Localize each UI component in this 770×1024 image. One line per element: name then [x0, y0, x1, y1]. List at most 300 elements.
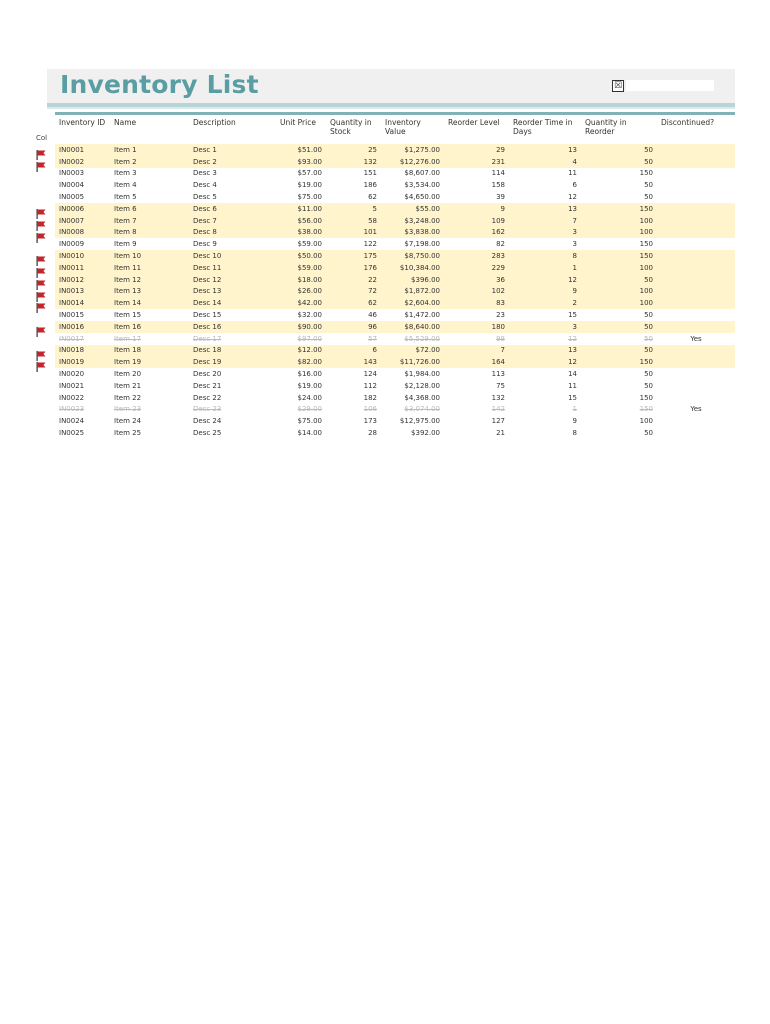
cell-discontinued[interactable] [657, 262, 735, 274]
cell-discontinued[interactable] [657, 274, 735, 286]
cell-name[interactable]: Item 21 [114, 381, 142, 390]
cell-inventory-id[interactable]: IN0024 [59, 417, 85, 426]
cell-quantity-in-stock[interactable]: 96 [326, 321, 381, 333]
cell-description[interactable]: Desc 9 [193, 240, 217, 249]
cell-quantity-in-stock[interactable]: 122 [363, 240, 377, 249]
cell-reorder-time[interactable]: 14 [568, 370, 577, 379]
cell-inventory-id[interactable]: IN0003 [59, 169, 85, 178]
cell-discontinued[interactable] [657, 215, 735, 227]
cell-inventory-id[interactable]: IN0007 [55, 215, 110, 227]
cell-inventory-id[interactable]: IN0009 [59, 240, 85, 249]
cell-name[interactable]: Item 7 [110, 215, 189, 227]
cell-reorder-level[interactable]: 162 [444, 227, 509, 239]
cell-name[interactable]: Item 8 [110, 227, 189, 239]
table-row[interactable] [55, 297, 735, 309]
flag-icon [36, 145, 46, 155]
cell-discontinued[interactable] [657, 179, 735, 191]
cell-name[interactable]: Item 22 [114, 393, 142, 402]
cell-quantity-in-reorder[interactable]: 50 [644, 334, 653, 343]
cell-quantity-in-reorder[interactable]: 50 [644, 381, 653, 390]
cell-reorder-level[interactable]: 229 [444, 262, 509, 274]
flag-icon [36, 251, 46, 261]
cell-discontinued[interactable] [657, 321, 735, 333]
cell-discontinued[interactable] [657, 345, 735, 357]
cell-reorder-time[interactable]: 11 [568, 169, 577, 178]
cell-description[interactable]: Desc 8 [189, 227, 276, 239]
cell-reorder-time[interactable]: 15 [568, 393, 577, 402]
cell-inventory-value[interactable]: $7,198.00 [404, 240, 440, 249]
cell-description[interactable]: Desc 5 [193, 193, 217, 202]
cell-inventory-id[interactable]: IN0019 [55, 356, 110, 368]
cell-description[interactable]: Desc 11 [189, 262, 276, 274]
cell-reorder-time[interactable]: 1 [572, 405, 577, 414]
cell-reorder-level[interactable]: 7 [444, 345, 509, 357]
cell-name[interactable]: Item 15 [114, 311, 142, 320]
cell-unit-price[interactable]: $90.00 [276, 321, 326, 333]
cell-reorder-level[interactable]: 114 [491, 169, 505, 178]
cell-unit-price[interactable]: $18.00 [276, 274, 326, 286]
cell-name[interactable]: Item 14 [110, 297, 189, 309]
cell-inventory-id[interactable]: IN0010 [55, 250, 110, 262]
cell-quantity-in-stock[interactable]: 173 [363, 417, 377, 426]
flag-icon [36, 216, 46, 226]
flag-icon [36, 287, 46, 297]
cell-discontinued[interactable] [657, 227, 735, 239]
cell-unit-price[interactable]: $38.00 [276, 227, 326, 239]
cell-description[interactable]: Desc 24 [193, 417, 222, 426]
cell-reorder-time[interactable]: 9 [572, 417, 577, 426]
table-row[interactable] [55, 404, 735, 416]
cell-quantity-in-reorder[interactable]: 50 [581, 144, 657, 156]
cell-inventory-value[interactable]: $12,975.00 [399, 417, 440, 426]
cell-discontinued[interactable] [657, 250, 735, 262]
cell-quantity-in-stock[interactable]: 112 [363, 381, 377, 390]
table-row[interactable] [55, 238, 735, 250]
filter-checkbox[interactable]: ☒ [613, 81, 623, 91]
table-row[interactable] [55, 427, 735, 439]
cell-unit-price[interactable]: $32.00 [297, 311, 322, 320]
flag-column-label: Col [36, 134, 48, 142]
table-row[interactable] [55, 203, 735, 215]
cell-description[interactable]: Desc 4 [193, 181, 217, 190]
flag-icon [36, 263, 46, 273]
cell-unit-price[interactable]: $56.00 [276, 215, 326, 227]
cell-discontinued[interactable] [657, 238, 735, 250]
cell-description[interactable]: Desc 22 [193, 393, 222, 402]
table-row[interactable] [55, 345, 735, 357]
cell-discontinued[interactable]: Yes [690, 334, 702, 343]
table-row[interactable] [55, 274, 735, 286]
cell-name[interactable]: Item 11 [110, 262, 189, 274]
cell-quantity-in-stock[interactable]: 62 [368, 193, 377, 202]
cell-inventory-value[interactable]: $8,640.00 [381, 321, 444, 333]
cell-reorder-time[interactable]: 13 [509, 345, 581, 357]
cell-quantity-in-reorder[interactable]: 50 [644, 181, 653, 190]
cell-unit-price[interactable]: $57.00 [297, 169, 322, 178]
cell-description[interactable]: Desc 25 [193, 429, 222, 438]
flag-icon [36, 357, 46, 367]
cell-quantity-in-reorder[interactable]: 50 [581, 274, 657, 286]
cell-reorder-time[interactable]: 9 [509, 286, 581, 298]
cell-quantity-in-reorder[interactable]: 50 [644, 193, 653, 202]
cell-description[interactable]: Desc 18 [189, 345, 276, 357]
cell-discontinued[interactable] [657, 356, 735, 368]
cell-unit-price[interactable]: $59.00 [297, 240, 322, 249]
cell-reorder-time[interactable]: 4 [509, 156, 581, 168]
cell-quantity-in-stock[interactable]: 22 [326, 274, 381, 286]
flag-icon [36, 228, 46, 238]
cell-quantity-in-reorder[interactable]: 150 [639, 240, 653, 249]
cell-description[interactable]: Desc 6 [189, 203, 276, 215]
cell-reorder-time[interactable]: 13 [509, 144, 581, 156]
table-row[interactable] [55, 156, 735, 168]
cell-quantity-in-stock[interactable]: 46 [368, 311, 377, 320]
header-reorder-time[interactable]: Reorder Time in Days [509, 114, 581, 145]
cell-quantity-in-stock[interactable]: 106 [363, 405, 377, 414]
header-discontinued[interactable]: Discontinued? [657, 114, 735, 145]
cell-discontinued[interactable] [657, 368, 735, 380]
cell-name[interactable]: Item 24 [114, 417, 142, 426]
table-row[interactable] [55, 286, 735, 298]
table-row[interactable] [55, 168, 735, 180]
cell-reorder-level[interactable]: 23 [496, 311, 505, 320]
cell-discontinued[interactable] [657, 144, 735, 156]
table-row[interactable] [55, 321, 735, 333]
cell-inventory-value[interactable]: $1,275.00 [381, 144, 444, 156]
cell-name[interactable]: Item 25 [114, 429, 142, 438]
cell-discontinued[interactable] [657, 191, 735, 203]
cell-inventory-value[interactable]: $8,607.00 [404, 169, 440, 178]
cell-unit-price[interactable]: $59.00 [276, 262, 326, 274]
cell-description[interactable]: Desc 13 [189, 286, 276, 298]
cell-quantity-in-stock[interactable]: 62 [326, 297, 381, 309]
cell-name[interactable]: Item 19 [110, 356, 189, 368]
cell-reorder-level[interactable]: 109 [444, 215, 509, 227]
cell-inventory-id[interactable]: IN0002 [55, 156, 110, 168]
header-quantity-in-stock[interactable]: Quantity in Stock [326, 114, 381, 145]
cell-quantity-in-reorder[interactable]: 100 [581, 286, 657, 298]
cell-unit-price[interactable]: $29.00 [297, 405, 322, 414]
cell-discontinued[interactable]: Yes [690, 405, 702, 414]
cell-reorder-time[interactable]: 15 [568, 311, 577, 320]
cell-inventory-value[interactable]: $392.00 [411, 429, 440, 438]
cell-description[interactable]: Desc 17 [193, 334, 222, 343]
cell-quantity-in-reorder[interactable]: 50 [644, 429, 653, 438]
cell-quantity-in-reorder[interactable]: 150 [639, 393, 653, 402]
cell-name[interactable]: Item 16 [110, 321, 189, 333]
flag-icon [36, 298, 46, 308]
cell-reorder-level[interactable]: 9 [444, 203, 509, 215]
header-quantity-in-reorder[interactable]: Quantity in Reorder [581, 114, 657, 145]
cell-reorder-level[interactable]: 158 [491, 181, 505, 190]
cell-unit-price[interactable]: $75.00 [297, 417, 322, 426]
cell-reorder-time[interactable]: 3 [509, 227, 581, 239]
header-unit-price[interactable]: Unit Price [276, 114, 326, 145]
cell-inventory-id[interactable]: IN0025 [59, 429, 85, 438]
cell-inventory-id[interactable]: IN0017 [59, 334, 85, 343]
cell-name[interactable]: Item 12 [110, 274, 189, 286]
cell-name[interactable]: Item 17 [114, 334, 142, 343]
cell-name[interactable]: Item 18 [110, 345, 189, 357]
cell-quantity-in-reorder[interactable]: 150 [581, 203, 657, 215]
cell-discontinued[interactable] [657, 297, 735, 309]
cell-unit-price[interactable]: $19.00 [297, 181, 322, 190]
cell-quantity-in-reorder[interactable]: 100 [639, 417, 653, 426]
cell-description[interactable]: Desc 7 [189, 215, 276, 227]
cell-description[interactable]: Desc 14 [189, 297, 276, 309]
table-row[interactable] [55, 415, 735, 427]
table-row[interactable] [55, 262, 735, 274]
cell-reorder-level[interactable]: 180 [444, 321, 509, 333]
cell-inventory-id[interactable]: IN0015 [59, 311, 85, 320]
cell-unit-price[interactable]: $24.00 [297, 393, 322, 402]
cell-inventory-value[interactable]: $11,726.00 [381, 356, 444, 368]
cell-unit-price[interactable]: $11.00 [276, 203, 326, 215]
cell-reorder-time[interactable]: 3 [572, 240, 577, 249]
cell-quantity-in-stock[interactable]: 176 [326, 262, 381, 274]
table-row[interactable] [55, 250, 735, 262]
cell-inventory-value[interactable]: $10,384.00 [381, 262, 444, 274]
cell-unit-price[interactable]: $93.00 [276, 156, 326, 168]
cell-name[interactable]: Item 6 [110, 203, 189, 215]
cell-quantity-in-stock[interactable]: 72 [326, 286, 381, 298]
cell-reorder-time[interactable]: 12 [509, 274, 581, 286]
cell-discontinued[interactable] [657, 168, 735, 180]
cell-reorder-level[interactable]: 75 [496, 381, 505, 390]
cell-name[interactable]: Item 1 [110, 144, 189, 156]
cell-reorder-time[interactable]: 8 [572, 429, 577, 438]
cell-quantity-in-reorder[interactable]: 50 [581, 156, 657, 168]
cell-reorder-level[interactable]: 39 [496, 193, 505, 202]
cell-unit-price[interactable]: $14.00 [297, 429, 322, 438]
cell-reorder-time[interactable]: 11 [568, 381, 577, 390]
cell-inventory-id[interactable]: IN0020 [59, 370, 85, 379]
cell-unit-price[interactable]: $51.00 [276, 144, 326, 156]
cell-quantity-in-reorder[interactable]: 150 [639, 169, 653, 178]
page-title: Inventory List [60, 70, 259, 99]
cell-inventory-value[interactable]: $4,368.00 [404, 393, 440, 402]
cell-discontinued[interactable] [657, 203, 735, 215]
cell-inventory-value[interactable]: $55.00 [381, 203, 444, 215]
table-row[interactable] [55, 356, 735, 368]
cell-unit-price[interactable]: $97.00 [297, 334, 322, 343]
cell-description[interactable]: Desc 10 [189, 250, 276, 262]
cell-inventory-value[interactable]: $4,650.00 [404, 193, 440, 202]
cell-inventory-value[interactable]: $3,074.00 [404, 405, 440, 414]
cell-quantity-in-stock[interactable]: 143 [326, 356, 381, 368]
header-description[interactable]: Description [189, 114, 276, 145]
cell-inventory-id[interactable]: IN0013 [55, 286, 110, 298]
table-row[interactable] [55, 191, 735, 203]
cell-description[interactable]: Desc 19 [189, 356, 276, 368]
cell-inventory-id[interactable]: IN0012 [55, 274, 110, 286]
cell-quantity-in-reorder[interactable]: 150 [639, 405, 653, 414]
cell-quantity-in-reorder[interactable]: 50 [581, 321, 657, 333]
cell-quantity-in-stock[interactable]: 57 [368, 334, 377, 343]
header-name[interactable]: Name [110, 114, 189, 145]
cell-inventory-value[interactable]: $2,604.00 [381, 297, 444, 309]
cell-inventory-id[interactable]: IN0018 [55, 345, 110, 357]
cell-reorder-level[interactable]: 29 [444, 144, 509, 156]
cell-inventory-id[interactable]: IN0014 [55, 297, 110, 309]
cell-unit-price[interactable]: $16.00 [297, 370, 322, 379]
cell-inventory-value[interactable]: $396.00 [381, 274, 444, 286]
cell-quantity-in-stock[interactable]: 25 [326, 144, 381, 156]
filter-field[interactable] [626, 80, 714, 91]
cell-inventory-id[interactable]: IN0008 [55, 227, 110, 239]
cell-inventory-value[interactable]: $3,838.00 [381, 227, 444, 239]
header-reorder-level[interactable]: Reorder Level [444, 114, 509, 145]
cell-inventory-id[interactable]: IN0023 [59, 405, 85, 414]
cell-name[interactable]: Item 4 [114, 181, 137, 190]
cell-inventory-id[interactable]: IN0021 [59, 381, 85, 390]
cell-quantity-in-reorder[interactable]: 100 [581, 297, 657, 309]
cell-inventory-id[interactable]: IN0016 [55, 321, 110, 333]
header-inventory-value[interactable]: Inventory Value [381, 114, 444, 145]
cell-quantity-in-reorder[interactable]: 50 [644, 311, 653, 320]
cell-reorder-level[interactable]: 283 [444, 250, 509, 262]
cell-reorder-time[interactable]: 7 [509, 215, 581, 227]
cell-quantity-in-stock[interactable]: 175 [326, 250, 381, 262]
cell-quantity-in-stock[interactable]: 151 [363, 169, 377, 178]
cell-quantity-in-reorder[interactable]: 150 [581, 250, 657, 262]
cell-quantity-in-stock[interactable]: 58 [326, 215, 381, 227]
cell-reorder-level[interactable]: 132 [491, 393, 505, 402]
cell-unit-price[interactable]: $82.00 [276, 356, 326, 368]
cell-inventory-value[interactable]: $12,276.00 [381, 156, 444, 168]
cell-quantity-in-reorder[interactable]: 150 [581, 356, 657, 368]
cell-inventory-id[interactable]: IN0006 [55, 203, 110, 215]
cell-inventory-value[interactable]: $5,529.00 [404, 334, 440, 343]
cell-description[interactable]: Desc 15 [193, 311, 222, 320]
table-row[interactable] [55, 144, 735, 156]
cell-reorder-level[interactable]: 82 [496, 240, 505, 249]
table-row[interactable] [55, 227, 735, 239]
cell-inventory-id[interactable]: IN0004 [59, 181, 85, 190]
cell-discontinued[interactable] [657, 427, 735, 439]
cell-quantity-in-stock[interactable]: 186 [363, 181, 377, 190]
cell-inventory-id[interactable]: IN0011 [55, 262, 110, 274]
cell-inventory-value[interactable]: $1,872.00 [381, 286, 444, 298]
cell-quantity-in-reorder[interactable]: 50 [644, 370, 653, 379]
cell-name[interactable]: Item 20 [114, 370, 142, 379]
table-row[interactable] [55, 392, 735, 404]
cell-reorder-time[interactable]: 2 [509, 297, 581, 309]
cell-quantity-in-stock[interactable]: 101 [326, 227, 381, 239]
cell-unit-price[interactable]: $50.00 [276, 250, 326, 262]
cell-description[interactable]: Desc 20 [193, 370, 222, 379]
cell-unit-price[interactable]: $75.00 [297, 193, 322, 202]
cell-discontinued[interactable] [657, 309, 735, 321]
cell-reorder-time[interactable]: 12 [568, 334, 577, 343]
cell-description[interactable]: Desc 1 [189, 144, 276, 156]
cell-reorder-level[interactable]: 102 [444, 286, 509, 298]
cell-quantity-in-reorder[interactable]: 100 [581, 262, 657, 274]
cell-quantity-in-stock[interactable]: 5 [326, 203, 381, 215]
cell-description[interactable]: Desc 2 [189, 156, 276, 168]
cell-inventory-value[interactable]: $1,984.00 [404, 370, 440, 379]
cell-unit-price[interactable]: $42.00 [276, 297, 326, 309]
cell-discontinued[interactable] [657, 380, 735, 392]
cell-inventory-value[interactable]: $3,534.00 [404, 181, 440, 190]
cell-reorder-time[interactable]: 1 [509, 262, 581, 274]
cell-reorder-level[interactable]: 98 [496, 334, 505, 343]
cell-discontinued[interactable] [657, 156, 735, 168]
cell-inventory-id[interactable]: IN0022 [59, 393, 85, 402]
cell-name[interactable]: Item 23 [114, 405, 142, 414]
cell-inventory-value[interactable]: $3,248.00 [381, 215, 444, 227]
cell-quantity-in-reorder[interactable]: 100 [581, 227, 657, 239]
cell-quantity-in-stock[interactable]: 182 [363, 393, 377, 402]
cell-name[interactable]: Item 5 [114, 193, 137, 202]
table-row[interactable] [55, 333, 735, 345]
cell-reorder-time[interactable]: 6 [572, 181, 577, 190]
inventory-table [55, 112, 735, 439]
cell-reorder-time[interactable]: 3 [509, 321, 581, 333]
cell-reorder-level[interactable]: 164 [444, 356, 509, 368]
cell-reorder-level[interactable]: 83 [444, 297, 509, 309]
cell-name[interactable]: Item 13 [110, 286, 189, 298]
cell-reorder-level[interactable]: 127 [491, 417, 505, 426]
cell-reorder-time[interactable]: 8 [509, 250, 581, 262]
table-row[interactable] [55, 309, 735, 321]
cell-discontinued[interactable] [657, 392, 735, 404]
cell-unit-price[interactable]: $26.00 [276, 286, 326, 298]
cell-quantity-in-stock[interactable]: 124 [363, 370, 377, 379]
cell-discontinued[interactable] [657, 286, 735, 298]
cell-name[interactable]: Item 10 [110, 250, 189, 262]
cell-reorder-time[interactable]: 12 [509, 356, 581, 368]
table-row[interactable] [55, 380, 735, 392]
cell-name[interactable]: Item 2 [110, 156, 189, 168]
cell-description[interactable]: Desc 3 [193, 169, 217, 178]
table-row[interactable] [55, 368, 735, 380]
cell-reorder-level[interactable]: 231 [444, 156, 509, 168]
cell-unit-price[interactable]: $12.00 [276, 345, 326, 357]
table-row[interactable] [55, 179, 735, 191]
cell-reorder-level[interactable]: 142 [491, 405, 505, 414]
cell-description[interactable]: Desc 21 [193, 381, 222, 390]
cell-quantity-in-stock[interactable]: 132 [326, 156, 381, 168]
cell-reorder-time[interactable]: 12 [568, 193, 577, 202]
cell-name[interactable]: Item 3 [114, 169, 137, 178]
cell-quantity-in-reorder[interactable]: 50 [581, 345, 657, 357]
cell-unit-price[interactable]: $19.00 [297, 381, 322, 390]
cell-inventory-id[interactable]: IN0005 [59, 193, 85, 202]
cell-quantity-in-reorder[interactable]: 100 [581, 215, 657, 227]
cell-inventory-id[interactable]: IN0001 [55, 144, 110, 156]
header-inventory-id[interactable]: Inventory ID [55, 114, 110, 145]
cell-inventory-value[interactable]: $1,472.00 [404, 311, 440, 320]
table-row[interactable] [55, 215, 735, 227]
cell-description[interactable]: Desc 12 [189, 274, 276, 286]
cell-inventory-value[interactable]: $2,128.00 [404, 381, 440, 390]
cell-reorder-level[interactable]: 113 [491, 370, 505, 379]
cell-reorder-level[interactable]: 21 [496, 429, 505, 438]
cell-description[interactable]: Desc 16 [189, 321, 276, 333]
cell-description[interactable]: Desc 23 [193, 405, 222, 414]
cell-name[interactable]: Item 9 [114, 240, 137, 249]
cell-quantity-in-stock[interactable]: 6 [326, 345, 381, 357]
cell-reorder-time[interactable]: 13 [509, 203, 581, 215]
cell-inventory-value[interactable]: $8,750.00 [381, 250, 444, 262]
cell-reorder-level[interactable]: 36 [444, 274, 509, 286]
cell-discontinued[interactable] [657, 415, 735, 427]
cell-quantity-in-stock[interactable]: 28 [368, 429, 377, 438]
header-row [55, 114, 735, 145]
flag-icon [36, 204, 46, 214]
cell-inventory-value[interactable]: $72.00 [381, 345, 444, 357]
